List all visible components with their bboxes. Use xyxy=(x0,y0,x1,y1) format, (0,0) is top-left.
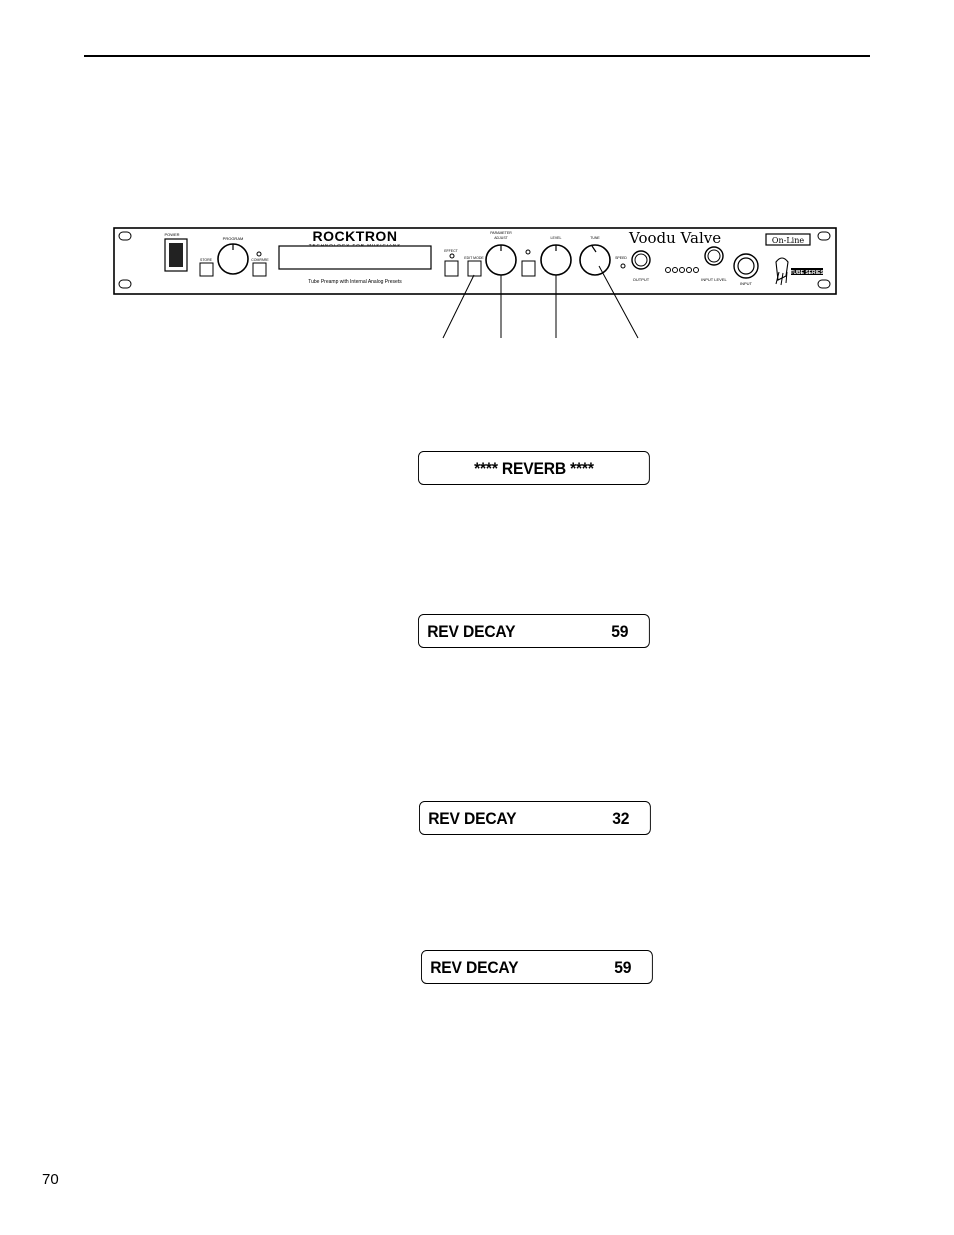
level-button xyxy=(522,261,535,276)
lcd-param-name: REV DECAY xyxy=(430,958,519,977)
label-output: OUTPUT xyxy=(632,277,650,282)
page-number: 70 xyxy=(42,1171,59,1188)
front-panel-illustration xyxy=(112,226,838,348)
label-input: INPUT xyxy=(740,281,752,286)
lcd-rev-decay-2 xyxy=(419,801,651,835)
label-param: PARAMETER xyxy=(490,231,512,235)
series-badge-text: On-Line xyxy=(771,236,805,245)
rack-hole-top-left xyxy=(119,232,131,240)
front-panel-drawing xyxy=(112,226,838,348)
effect-button xyxy=(445,261,458,276)
label-compare: COMPARE xyxy=(251,258,269,262)
label-edit-mode: EDIT MODE xyxy=(464,256,484,260)
lcd-param-value: 59 xyxy=(611,622,629,641)
label-program: PROGRAM xyxy=(222,236,244,241)
lcd-reverb-heading-text: **** REVERB **** xyxy=(474,459,594,478)
compare-button xyxy=(253,263,266,276)
label-tune: TUNE xyxy=(590,236,600,240)
rack-hole-bottom-right xyxy=(818,280,830,288)
label-store: STORE xyxy=(200,258,212,262)
lcd-param-value: 59 xyxy=(614,958,632,977)
lcd-param-name: REV DECAY xyxy=(428,809,517,828)
lcd-reverb-heading xyxy=(418,451,650,485)
lcd-param-name: REV DECAY xyxy=(427,622,516,641)
store-button xyxy=(200,263,213,276)
tube-series-text: TUBE SERIES xyxy=(790,270,824,276)
model-name: Voodu Valve xyxy=(629,229,722,247)
rack-hole-bottom-left xyxy=(119,280,131,288)
label-input-level: INPUT LEVEL xyxy=(701,277,727,282)
label-adjust: ADJUST xyxy=(494,236,508,240)
panel-display-window xyxy=(279,246,431,269)
header-rule xyxy=(84,55,870,57)
label-level: LEVEL xyxy=(550,236,562,240)
power-switch-rocker xyxy=(169,243,183,267)
rack-hole-top-right xyxy=(818,232,830,240)
panel-tagline: Tube Preamp with Internal Analog Presets xyxy=(308,279,402,285)
lcd-rev-decay-1 xyxy=(418,614,650,648)
brand-logo: ROCKTRON xyxy=(312,228,398,244)
label-speed: SPEED xyxy=(615,256,627,260)
label-power: POWER xyxy=(164,232,180,237)
edit-mode-button xyxy=(468,261,481,276)
label-effect: EFFECT xyxy=(444,249,458,253)
lcd-param-value: 32 xyxy=(612,809,630,828)
lcd-rev-decay-3 xyxy=(421,950,653,984)
